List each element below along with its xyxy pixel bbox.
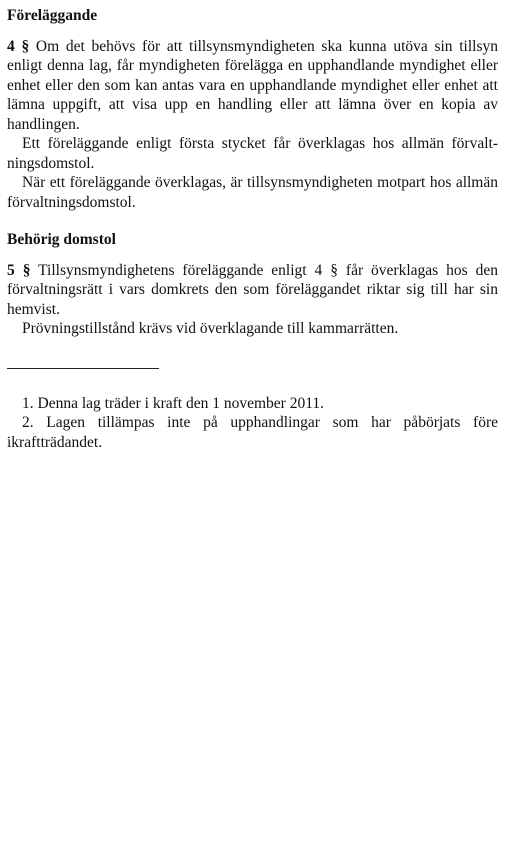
paragraph-text: Tillsynsmyndighetens föreläggande enligt 4 § får överklagas hos den förvaltningsrätt i vars domkrets den som föreläggandet riktar sig till har sin hemvist. bbox=[7, 261, 498, 318]
section-number: 5 § bbox=[7, 261, 31, 279]
section-number: 4 § bbox=[7, 37, 30, 55]
paragraph-5-section bbox=[7, 261, 498, 320]
paragraph-counterparty: När ett föreläggande överklagas, är tillsynsmyndigheten motpart hos allmän förvaltningsdomstol. bbox=[7, 174, 498, 211]
paragraph-text: Om det behövs för att tillsynsmyndigheten ska kunna utöva sin tillsyn enligt denna lag, får myndigheten förelägga en upphandlande myndighet eller enhet eller den som kan antas vara en upphandlande myndighet eller enhet att lämna uppgift, att visa upp en handling eller att lämna över en kopia av handlingen. bbox=[7, 37, 498, 133]
transitional-provision-2: 2. Lagen tillämpas inte på upphandlingar som har påbörjats före ikraftträdandet. bbox=[7, 414, 498, 451]
divider-rule bbox=[7, 368, 159, 369]
section-heading-forelaggande: Föreläggande bbox=[7, 7, 98, 24]
paragraph-leave-to-appeal: Prövningstillstånd krävs vid överklagande till kammarrätten. bbox=[22, 320, 399, 337]
paragraph-4-section bbox=[7, 37, 498, 135]
document-page bbox=[7, 6, 498, 452]
transitional-provision-1: 1. Denna lag träder i kraft den 1 november 2011. bbox=[22, 394, 325, 412]
section-heading-behorig-domstol: Behörig domstol bbox=[7, 231, 116, 248]
paragraph-appeal: Ett föreläggande enligt första stycket får överklagas hos allmän förvaltningsdomstol. bbox=[7, 135, 498, 172]
